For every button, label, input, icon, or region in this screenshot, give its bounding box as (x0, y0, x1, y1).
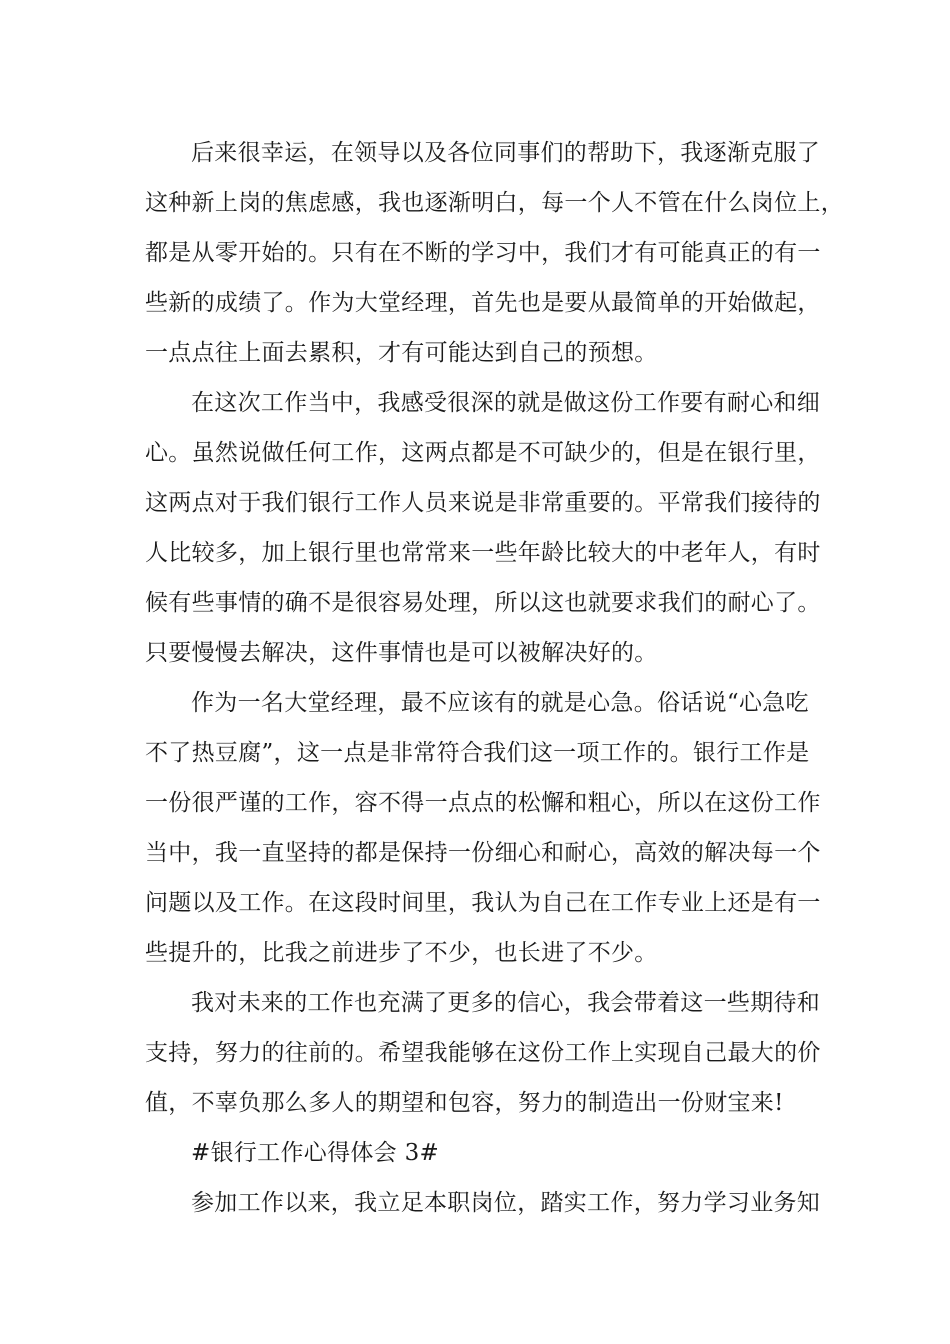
text-line: 后来很幸运，在领导以及各位同事们的帮助下，我逐渐克服了 (191, 140, 821, 166)
text-line: 我对未来的工作也充满了更多的信心，我会带着这一些期待和 (191, 990, 821, 1016)
document-body (145, 128, 844, 1228)
paragraph (145, 1178, 825, 1228)
text-line: 些提升的，比我之前进步了不少，也长进了不少。 (145, 940, 658, 966)
text-line: 作为一名大堂经理，最不应该有的就是心急。俗话说“心急吃 (191, 690, 809, 716)
text-line: 参加工作以来，我立足本职岗位，踏实工作，努力学习业务知 (191, 1190, 821, 1216)
text-line: 只要慢慢去解决，这件事情也是可以被解决好的。 (145, 640, 658, 666)
text-line: 些新的成绩了。作为大堂经理，首先也是要从最简单的开始做起， (145, 290, 821, 316)
section-heading-text: #银行工作心得体会 3# (191, 1140, 440, 1166)
text-line: 这两点对于我们银行工作人员来说是非常重要的。平常我们接待的 (145, 490, 821, 516)
text-line: 一点点往上面去累积，才有可能达到自己的预想。 (145, 340, 658, 366)
text-line: 在这次工作当中，我感受很深的就是做这份工作要有耐心和细 (191, 390, 821, 416)
text-line: 问题以及工作。在这段时间里，我认为自己在工作专业上还是有一 (145, 890, 821, 916)
text-line: 心。虽然说做任何工作，这两点都是不可缺少的，但是在银行里， (145, 440, 821, 466)
text-line: 人比较多，加上银行里也常常来一些年龄比较大的中老年人，有时 (145, 540, 821, 566)
text-line: 当中，我一直坚持的都是保持一份细心和耐心，高效的解决每一个 (145, 840, 821, 866)
text-line: 值，不辜负那么多人的期望和包容，努力的制造出一份财宝来! (145, 1090, 784, 1116)
paragraph (145, 678, 825, 978)
text-line: 支持，努力的往前的。希望我能够在这份工作上实现自己最大的价 (145, 1040, 821, 1066)
section-heading (145, 1128, 825, 1178)
text-line: 候有些事情的确不是很容易处理，所以这也就要求我们的耐心了。 (145, 590, 821, 616)
paragraph (145, 128, 844, 378)
text-line: 一份很严谨的工作，容不得一点点的松懈和粗心，所以在这份工作 (145, 790, 821, 816)
paragraph (145, 378, 825, 678)
paragraph (145, 978, 825, 1128)
text-line: 都是从零开始的。只有在不断的学习中，我们才有可能真正的有一 (145, 240, 821, 266)
text-line: 不了热豆腐”，这一点是非常符合我们这一项工作的。银行工作是 (145, 740, 810, 766)
text-line: 这种新上岗的焦虑感，我也逐渐明白，每一个人不管在什么岗位上， (145, 190, 844, 216)
